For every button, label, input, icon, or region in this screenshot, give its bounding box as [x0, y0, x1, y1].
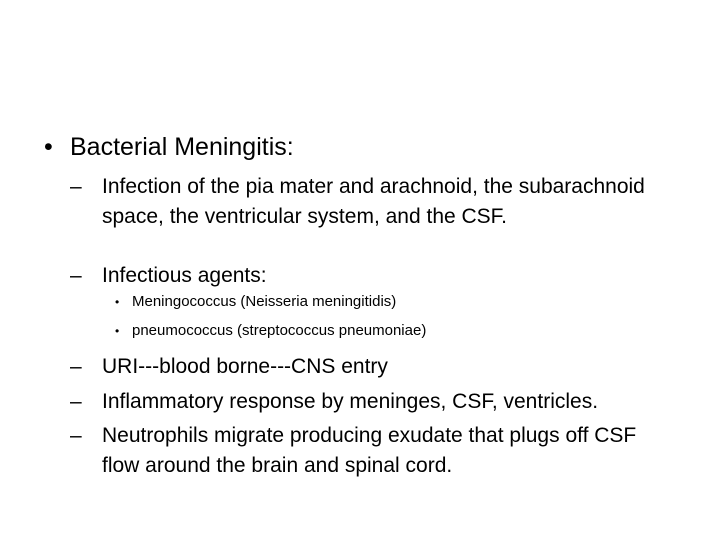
- bullet-marker: •: [44, 133, 53, 161]
- small-bullet-marker: •: [115, 295, 120, 309]
- agent-text: Meningococcus (Neisseria meningitidis): [132, 293, 397, 310]
- bullet-heading-text: Bacterial Meningitis:: [70, 133, 294, 161]
- dash-marker: –: [70, 175, 82, 198]
- small-bullet-marker: •: [115, 324, 120, 338]
- agent-text: pneumococcus (streptococcus pneumoniae): [132, 322, 427, 339]
- sub-bullet-text: Infectious agents:: [102, 264, 267, 287]
- dash-marker: –: [70, 390, 82, 413]
- sub-bullet-infectious-agents: [70, 261, 700, 291]
- sub-bullet-text: Infection of the pia mater and arachnoid, the subarachnoid space, the ventricular system, and the CSF.: [102, 175, 645, 228]
- dash-marker: –: [70, 424, 82, 447]
- sub-bullet-text: Neutrophils migrate producing exudate that plugs off CSF flow around the brain and spinal cord.: [102, 424, 637, 477]
- sub-bullet-inflammatory: [70, 387, 700, 417]
- sub-bullet-text: Inflammatory response by meninges, CSF, ventricles.: [102, 390, 599, 413]
- sub-bullet-neutrophils: [70, 421, 700, 480]
- sub-bullet-uri: [70, 352, 700, 382]
- dash-marker: –: [70, 355, 82, 378]
- dash-marker: –: [70, 264, 82, 287]
- sub-bullet-infection: [70, 172, 700, 231]
- sub-bullet-text: URI---blood borne---CNS entry: [102, 355, 388, 378]
